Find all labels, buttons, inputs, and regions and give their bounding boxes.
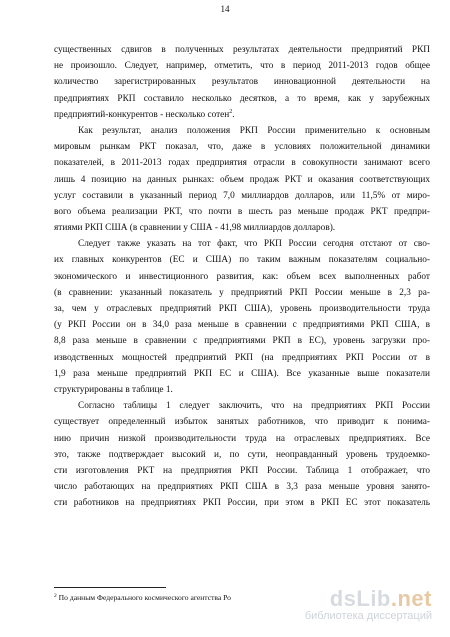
watermark-logo [305, 588, 432, 610]
text-line-content: сти работников на предприятиях РКП России, при этом в РКП ЕС этот показатель [54, 498, 430, 509]
text-line [54, 220, 430, 236]
text-line-content: вого объема реализации РКТ, что почти в шесть раз меньше продаж РКТ предпри- [54, 206, 430, 217]
text-line-content: за, чем у отраслевых предприятий РКП США), уровень производительности труда [54, 304, 430, 314]
text-line [54, 398, 430, 414]
text-line-content: нию причин низкой производительности труда на отраслевых предприятиях. Все [54, 433, 430, 444]
text-line-content: ятиями РКП США (в сравнении у США - 41,98 миллиардов долларов). [54, 223, 336, 234]
text-line-content: существует определенный избыток занятых работников, что приводит к понима- [54, 417, 430, 428]
text-line [54, 366, 430, 382]
text-line [54, 188, 430, 204]
text-line [54, 172, 430, 188]
text-line-content: изводственных мощностей предприятий РКП (на предприятиях РКП России от в [54, 352, 430, 363]
text-line [54, 495, 430, 511]
text-line [54, 204, 430, 220]
text-line-content: Как результат, анализ положения РКП России применительно к основным [78, 125, 430, 136]
text-line-content: сти изготовления РКТ на предприятия РКП России. Таблица 1 отображает, что [54, 465, 430, 476]
footnote-marker: 2 [54, 593, 57, 599]
text-line-content: предприятий-конкурентов - несколько сотен [54, 109, 230, 120]
text-line-content: не произошло. Следует, например, отметить, что в период 2011-2013 годов общее [54, 61, 430, 72]
text-line [54, 269, 430, 285]
watermark-subtitle: библиотека диссертаций [304, 610, 432, 622]
footnote-divider [54, 587, 166, 588]
body-text [54, 42, 430, 511]
text-line-content: 8,8 раза меньше в сравнении с предприятиями РКП в ЕС), уровень загрузки про- [54, 336, 430, 347]
text-line-content: число работающих на предприятиях РКП США в 3,3 раза меньше уровня занято- [54, 482, 430, 493]
text-line-content: услуг составили в указанный период 7,0 миллиардов долларов, или 11,5% от миро- [54, 190, 430, 201]
text-line-content: лишь 4 позицию на данных рынках: объем продаж РКТ и оказания соответствующих [54, 174, 430, 185]
text-line [54, 285, 430, 301]
text-line [54, 155, 430, 171]
text-line-content: экономического и инвестиционного развития, как: объем всех выполненных работ [54, 271, 430, 282]
text-line-content: показателей, в 2011-2013 годах предприятия отрасли в совокупности занимают всего [54, 158, 430, 169]
text-line-content: количество зарегистрированных результатов инновационной деятельности на [54, 77, 430, 88]
watermark-logo-main: dsLib [329, 586, 391, 611]
text-line [54, 317, 430, 333]
text-line [54, 123, 430, 139]
text-line [54, 58, 430, 74]
page-number: 14 [220, 4, 230, 14]
text-line-content: структурированы в таблице 1. [54, 384, 173, 395]
text-line [54, 107, 430, 123]
text-line [54, 236, 430, 252]
watermark [305, 588, 432, 622]
text-line [54, 350, 430, 366]
text-line [54, 42, 430, 58]
footnote-reference: 2 [229, 108, 233, 115]
footnote-text: По данным Федерального космического агентства Ро [58, 593, 231, 602]
text-line [54, 463, 430, 479]
text-line-tail: . [232, 109, 235, 120]
text-line [54, 74, 430, 90]
text-line-content: мировым рынкам РКТ показал, что, даже в условиях положительной динамики [54, 142, 430, 153]
text-line [54, 139, 430, 155]
text-line [54, 414, 430, 430]
text-line-content: их главных конкурентов (ЕС и США) по таким важным показателям социально- [54, 255, 430, 266]
text-line [54, 333, 430, 349]
text-line-content: предприятиях РКП составило несколько десятков, а то время, как у зарубежных [54, 93, 430, 104]
text-line [54, 91, 430, 107]
footnote [54, 593, 231, 602]
text-line-content: (в сравнении: указанный показатель у предприятий РКП России меньше в 2,3 ра- [54, 287, 430, 298]
text-line [54, 301, 430, 317]
watermark-logo-accent: .net [390, 586, 432, 611]
text-line-content: 1,9 раза меньше предприятий РКП ЕС и США). Все указанные выше показатели [54, 368, 430, 379]
text-line-content: (у РКП России он в 34,0 раза меньше в сравнении с предприятиями РКП США, в [54, 320, 430, 331]
text-line [54, 479, 430, 495]
text-line [54, 252, 430, 268]
text-line [54, 447, 430, 463]
text-line-content: Следует также указать на тот факт, что РКП России сегодня отстают от сво- [78, 239, 430, 250]
text-line [54, 431, 430, 447]
text-line-content: существенных сдвигов в полученных результатах деятельности предприятий РКП [54, 45, 430, 55]
text-line [54, 382, 430, 398]
text-line-content: Согласно таблицы 1 следует заключить, что на предприятиях РКП России [78, 401, 430, 412]
text-line-content: это, также подтверждает высокий и, по сути, неоправданный уровень трудоемко- [54, 449, 430, 460]
